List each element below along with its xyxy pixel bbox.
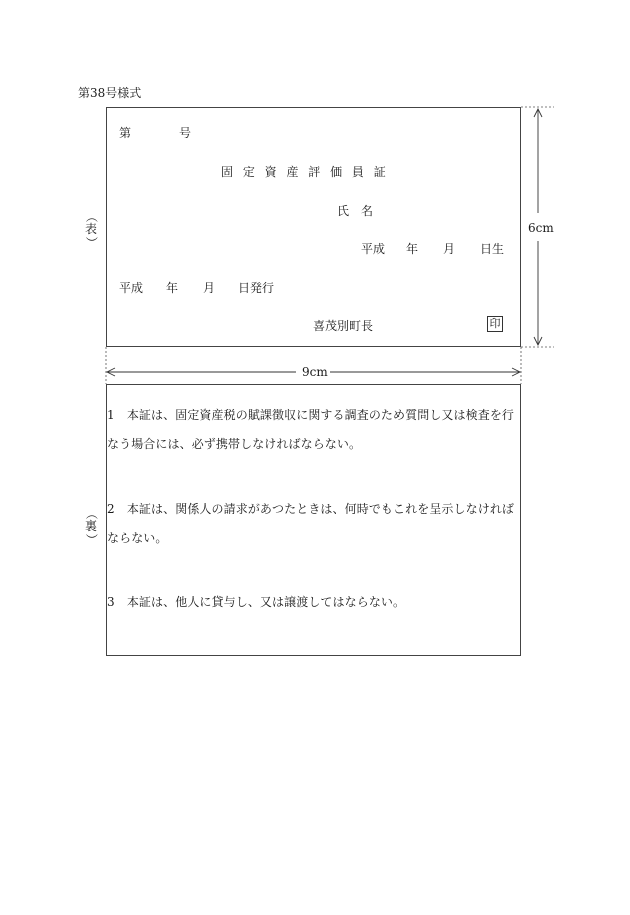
birth-era: 平成 [361,242,386,256]
card-title: 固 定 資 産 評 価 員 証 [221,165,389,179]
issue-era: 平成 [119,281,144,295]
back-side-text: 裏 [84,519,97,533]
birth-month: 月 [443,242,456,256]
name-label: 氏 名 [337,204,374,218]
front-side-text: 表 [84,222,97,236]
form-number: 第38号様式 [78,86,142,100]
card-back [106,384,521,656]
back-item-1: 1 本証は、固定資産税の賦課徴収に関する調査のため質問し又は検査を行なう場合には、必ず携帯しなければならない。 [107,408,515,451]
number-suffix: 号 [179,126,192,140]
card-front [106,107,521,347]
issue-day: 日発行 [238,281,275,295]
seal-stamp: 印 [487,316,503,332]
back-paren-open: （ [84,507,99,520]
back-item-3: 3 本証は、他人に貸与し、又は譲渡してはならない。 [107,595,406,609]
front-paren-close: ） [84,236,99,249]
back-paren-close: ） [84,533,99,546]
birth-day: 日生 [480,242,505,256]
front-side-label [84,210,98,249]
issuer-name: 喜茂別町長 [313,319,374,333]
number-prefix: 第 [119,126,132,140]
issue-month: 月 [203,281,216,295]
birth-year: 年 [406,242,419,256]
height-dimension-label: 6cm [528,221,554,235]
issue-year: 年 [166,281,179,295]
front-paren-open: （ [84,210,99,223]
back-item-2: 2 本証は、関係人の請求があつたときは、何時でもこれを呈示しなければならない。 [107,502,515,545]
back-side-label [84,507,98,546]
width-dimension-label: 9cm [302,365,328,379]
